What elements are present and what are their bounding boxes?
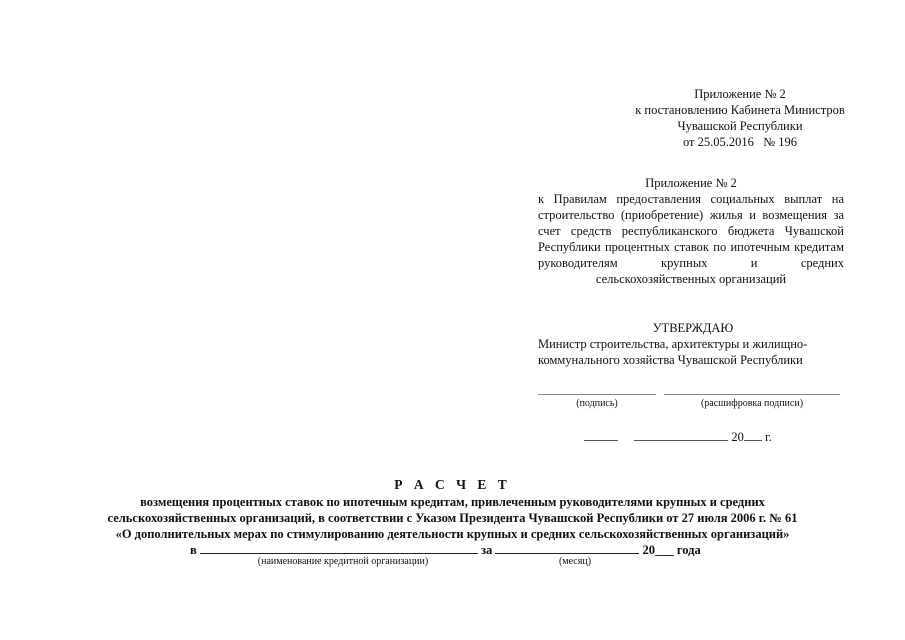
day-blank	[584, 428, 618, 441]
month-name-blank	[495, 541, 639, 554]
appendix-republic-line: Чувашской Республики	[677, 119, 803, 133]
in-label: в	[190, 543, 197, 557]
calculation-title: Р А С Ч Е Т	[394, 477, 511, 492]
signature-caption: (подпись)	[576, 398, 618, 409]
approval-line-2: коммунального хозяйства Чувашской Республики	[538, 353, 803, 367]
for-label: за	[481, 543, 493, 557]
calculation-line-3: «О дополнительных мерах по стимулированию деятельности крупных и средних сельскохозяйственных организаций»	[115, 527, 790, 541]
signature-decoding-line	[664, 394, 840, 395]
calculation-header	[20, 476, 885, 542]
calculation-line-2: сельскохозяйственных организаций, в соответствии с Указом Президента Чувашской Республики от 27 июля 2006 г. № 61	[107, 511, 798, 525]
month-caption: (месяц)	[558, 556, 592, 567]
signature-line	[538, 394, 656, 395]
year-prefix: 20	[731, 430, 744, 444]
bank-caption: (наименование кредитной организации)	[257, 556, 429, 567]
month-blank	[634, 428, 728, 441]
appendix-number: Приложение № 2	[694, 87, 786, 101]
year-blank	[744, 428, 762, 441]
appendix-date-line: от 25.05.2016 № 196	[682, 135, 798, 149]
approval-title: УТВЕРЖДАЮ	[652, 321, 734, 335]
year-suffix: г.	[765, 430, 772, 444]
approval-line-1: Министр строительства, архитектуры и жилищно-	[538, 337, 808, 351]
appendix-header	[560, 86, 905, 150]
signature-decoding-caption: (расшифровка подписи)	[700, 398, 804, 409]
calculation-line-1: возмещения процентных ставок по ипотечным кредитам, привлеченным руководителями крупных и средних	[140, 495, 765, 509]
appendix-resolution-line: к постановлению Кабинета Министров	[635, 103, 845, 117]
rules-appendix	[538, 175, 844, 287]
approval-block	[538, 320, 848, 368]
rules-appendix-text: к Правилам предоставления социальных выплат на строительство (приобретение) жилья и возмещения за счет средств республиканского бюджета Чувашской Республики процентных ставок по ипотечным кредитам руководителям крупных и средних сельскохозяйственных организаций	[538, 192, 844, 286]
rules-appendix-title: Приложение № 2	[645, 176, 737, 190]
year-label: 20___ года	[642, 543, 701, 557]
bank-name-blank	[200, 541, 478, 554]
approval-date	[584, 428, 804, 445]
